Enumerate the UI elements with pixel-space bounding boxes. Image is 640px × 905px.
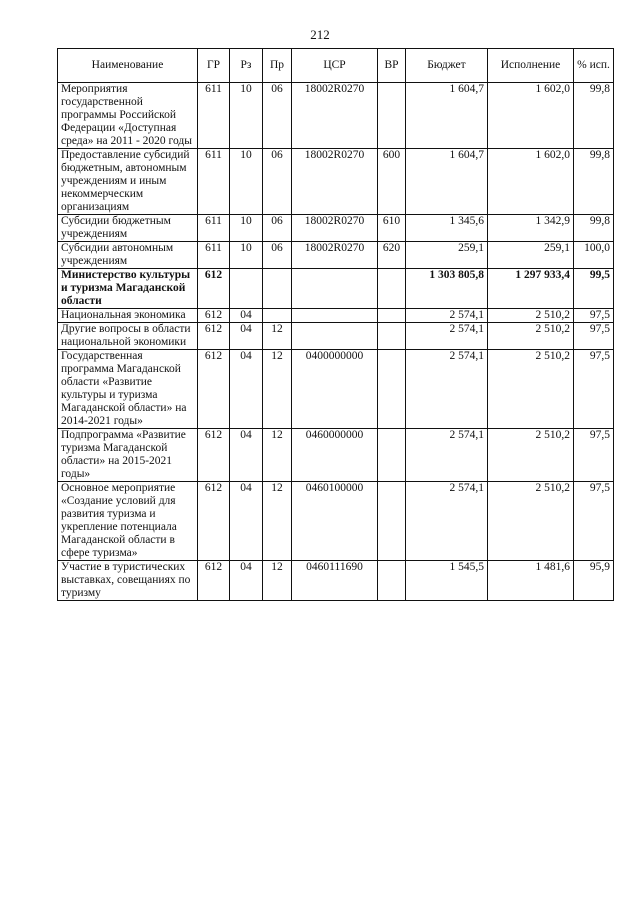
cell-budget: 1 604,7 [406, 149, 488, 215]
cell-vr [378, 561, 406, 601]
cell-csr: 0460100000 [292, 482, 378, 561]
cell-csr: 18002R0270 [292, 215, 378, 242]
table-row [58, 83, 614, 149]
cell-execution: 2 510,2 [488, 429, 574, 482]
cell-rz: 04 [230, 350, 263, 429]
cell-percent: 97,5 [574, 350, 614, 429]
cell-budget: 259,1 [406, 242, 488, 269]
header-csr: ЦСР [292, 49, 378, 83]
cell-pr: 12 [263, 323, 292, 350]
page-number: 212 [310, 27, 330, 42]
cell-budget: 2 574,1 [406, 350, 488, 429]
cell-rz: 04 [230, 429, 263, 482]
cell-budget: 1 604,7 [406, 83, 488, 149]
cell-gr: 611 [198, 242, 230, 269]
cell-name: Субсидии автономным учреждениям [58, 242, 198, 269]
cell-rz: 04 [230, 309, 263, 323]
cell-name: Государственная программа Магаданской области «Развитие культуры и туризма Магаданской области» на 2014-2021 годы» [58, 350, 198, 429]
cell-name: Основное мероприятие «Создание условий для развития туризма и укрепление потенциала Магаданской области в сфере туризма» [58, 482, 198, 561]
cell-gr: 611 [198, 149, 230, 215]
cell-budget: 1 345,6 [406, 215, 488, 242]
cell-percent: 97,5 [574, 429, 614, 482]
cell-execution: 2 510,2 [488, 309, 574, 323]
table-row [58, 242, 614, 269]
cell-name: Национальная экономика [58, 309, 198, 323]
cell-csr: 18002R0270 [292, 149, 378, 215]
cell-pr [263, 269, 292, 309]
cell-execution: 1 297 933,4 [488, 269, 574, 309]
cell-percent: 99,8 [574, 215, 614, 242]
header-pr: Пр [263, 49, 292, 83]
cell-name: Подпрограмма «Развитие туризма Магаданской области» на 2015-2021 годы» [58, 429, 198, 482]
header-vr: ВР [378, 49, 406, 83]
cell-name: Предоставление субсидий бюджетным, автономным учреждениям и иным некоммерческим организациям [58, 149, 198, 215]
cell-name: Субсидии бюджетным учреждениям [58, 215, 198, 242]
cell-name: Мероприятия государственной программы Российской Федерации «Доступная среда» на 2011 - 2020 годы [58, 83, 198, 149]
table-row [58, 215, 614, 242]
cell-budget: 2 574,1 [406, 309, 488, 323]
header-gr: ГР [198, 49, 230, 83]
table-row [58, 309, 614, 323]
cell-pr: 06 [263, 215, 292, 242]
cell-rz: 10 [230, 83, 263, 149]
cell-execution: 1 602,0 [488, 149, 574, 215]
header-name: Наименование [58, 49, 198, 83]
cell-csr [292, 323, 378, 350]
cell-pr: 12 [263, 429, 292, 482]
cell-vr [378, 269, 406, 309]
cell-pr: 06 [263, 83, 292, 149]
cell-vr: 600 [378, 149, 406, 215]
header-percent: % исп. [574, 49, 614, 83]
cell-percent: 97,5 [574, 309, 614, 323]
cell-execution: 259,1 [488, 242, 574, 269]
cell-budget: 1 545,5 [406, 561, 488, 601]
cell-gr: 611 [198, 83, 230, 149]
budget-execution-table [57, 48, 614, 601]
cell-execution: 2 510,2 [488, 323, 574, 350]
table-body [58, 83, 614, 601]
cell-name: Участие в туристических выставках, совещаниях по туризму [58, 561, 198, 601]
cell-rz: 10 [230, 149, 263, 215]
cell-pr: 12 [263, 561, 292, 601]
table-row [58, 323, 614, 350]
cell-rz: 10 [230, 215, 263, 242]
cell-vr [378, 482, 406, 561]
cell-execution: 1 602,0 [488, 83, 574, 149]
cell-percent: 99,8 [574, 149, 614, 215]
table-row [58, 429, 614, 482]
cell-gr: 612 [198, 269, 230, 309]
cell-vr [378, 83, 406, 149]
cell-pr: 06 [263, 149, 292, 215]
cell-csr: 0400000000 [292, 350, 378, 429]
table-row [58, 269, 614, 309]
cell-name: Другие вопросы в области национальной экономики [58, 323, 198, 350]
table-header-row [58, 49, 614, 83]
cell-gr: 612 [198, 429, 230, 482]
header-execution: Исполнение [488, 49, 574, 83]
cell-csr [292, 309, 378, 323]
cell-csr: 0460111690 [292, 561, 378, 601]
cell-budget: 2 574,1 [406, 482, 488, 561]
cell-vr [378, 429, 406, 482]
cell-rz: 04 [230, 561, 263, 601]
cell-rz: 04 [230, 482, 263, 561]
cell-vr: 620 [378, 242, 406, 269]
cell-pr: 12 [263, 482, 292, 561]
cell-gr: 612 [198, 323, 230, 350]
cell-percent: 100,0 [574, 242, 614, 269]
cell-percent: 97,5 [574, 482, 614, 561]
cell-vr: 610 [378, 215, 406, 242]
cell-rz: 10 [230, 242, 263, 269]
cell-execution: 1 481,6 [488, 561, 574, 601]
cell-budget: 2 574,1 [406, 323, 488, 350]
cell-name: Министерство культуры и туризма Магаданской области [58, 269, 198, 309]
cell-vr [378, 323, 406, 350]
cell-gr: 612 [198, 350, 230, 429]
table-row [58, 561, 614, 601]
cell-percent: 99,8 [574, 83, 614, 149]
cell-csr: 18002R0270 [292, 83, 378, 149]
cell-gr: 612 [198, 309, 230, 323]
cell-budget: 1 303 805,8 [406, 269, 488, 309]
cell-gr: 612 [198, 482, 230, 561]
cell-percent: 95,9 [574, 561, 614, 601]
table-row [58, 149, 614, 215]
header-budget: Бюджет [406, 49, 488, 83]
cell-gr: 612 [198, 561, 230, 601]
cell-execution: 2 510,2 [488, 350, 574, 429]
header-rz: Рз [230, 49, 263, 83]
cell-pr: 06 [263, 242, 292, 269]
cell-csr: 18002R0270 [292, 242, 378, 269]
cell-execution: 1 342,9 [488, 215, 574, 242]
cell-rz: 04 [230, 323, 263, 350]
cell-csr [292, 269, 378, 309]
cell-pr: 12 [263, 350, 292, 429]
cell-execution: 2 510,2 [488, 482, 574, 561]
table-row [58, 350, 614, 429]
cell-csr: 0460000000 [292, 429, 378, 482]
cell-pr [263, 309, 292, 323]
cell-vr [378, 350, 406, 429]
cell-budget: 2 574,1 [406, 429, 488, 482]
cell-gr: 611 [198, 215, 230, 242]
cell-percent: 97,5 [574, 323, 614, 350]
cell-percent: 99,5 [574, 269, 614, 309]
table-row [58, 482, 614, 561]
cell-vr [378, 309, 406, 323]
cell-rz [230, 269, 263, 309]
